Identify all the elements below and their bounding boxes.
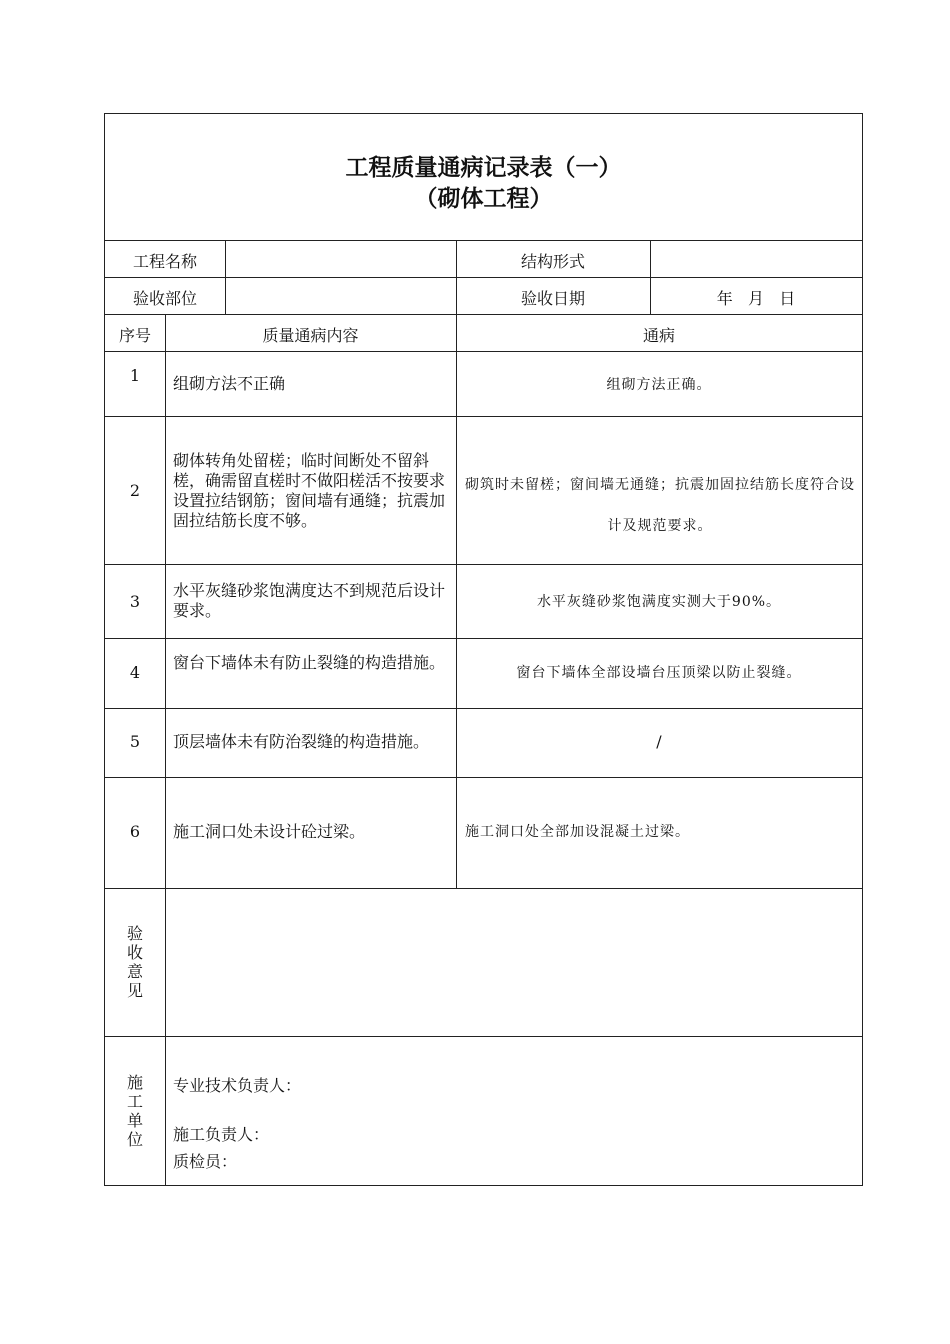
acceptance-date-label: 验收日期	[520, 289, 585, 308]
structure-label: 结构形式	[520, 252, 585, 271]
acceptance-date-value: 年 月 日	[716, 289, 796, 308]
divider	[105, 277, 862, 278]
row-issue: 施工洞口处未设计砼过梁。	[173, 822, 366, 841]
divider	[105, 564, 862, 565]
row-number: 3	[129, 592, 141, 611]
row-remedy: 组砌方法正确。	[606, 377, 712, 393]
row-issue: 窗台下墙体未有防止裂缝的构造措施。	[173, 653, 446, 672]
divider	[105, 314, 862, 315]
divider	[105, 416, 862, 417]
divider	[105, 888, 862, 889]
divider	[105, 708, 862, 709]
inspector-field: 质检员：	[173, 1152, 238, 1171]
header-remedy: 通病	[642, 326, 675, 345]
row-number: 1	[129, 366, 141, 385]
form-title: 工程质量通病记录表（一）	[345, 154, 622, 181]
row-number: 2	[129, 481, 141, 500]
divider	[105, 351, 862, 352]
row-remedy: 施工洞口处全部加设混凝土过梁。	[465, 824, 690, 840]
row-issue: 组砌方法不正确	[173, 374, 286, 393]
project-name-label: 工程名称	[132, 252, 197, 271]
row-remedy: 窗台下墙体全部设墙台压顶梁以防止裂缝。	[516, 665, 802, 681]
divider	[165, 314, 166, 1186]
row-number: 6	[129, 822, 141, 841]
row-number: 4	[129, 663, 141, 682]
row-remedy: /	[656, 732, 662, 751]
acceptance-part-label: 验收部位	[132, 289, 197, 308]
row-remedy: 水平灰缝砂浆饱满度实测大于90%。	[536, 594, 782, 610]
divider	[105, 1036, 862, 1037]
tech-lead-field: 专业技术负责人：	[173, 1076, 302, 1095]
row-number: 5	[129, 732, 141, 751]
construction-unit-label: 施工单位	[126, 1073, 143, 1149]
row-issue: 砌体转角处留槎；临时间断处不留斜槎，确需留直槎时不做阳槎活不按要求设置拉结钢筋；窗间墙有通缝；抗震加固拉结筋长度不够。	[173, 451, 446, 530]
divider	[105, 777, 862, 778]
row-issue: 顶层墙体未有防治裂缝的构造措施。	[173, 732, 430, 751]
divider	[105, 638, 862, 639]
divider	[105, 240, 862, 241]
divider	[225, 240, 226, 314]
row-remedy: 砌筑时未留槎；窗间墙无通缝；抗震加固拉结筋长度符合设计及规范要求。	[465, 477, 855, 534]
quality-record-form	[104, 113, 863, 1186]
acceptance-opinion-label: 验收意见	[126, 924, 143, 1000]
form-subtitle: （砌体工程）	[414, 185, 553, 212]
header-no: 序号	[118, 326, 151, 345]
row-issue: 水平灰缝砂浆饱满度达不到规范后设计要求。	[173, 581, 446, 620]
header-issue: 质量通病内容	[262, 326, 359, 345]
construction-lead-field: 施工负责人：	[173, 1125, 270, 1144]
